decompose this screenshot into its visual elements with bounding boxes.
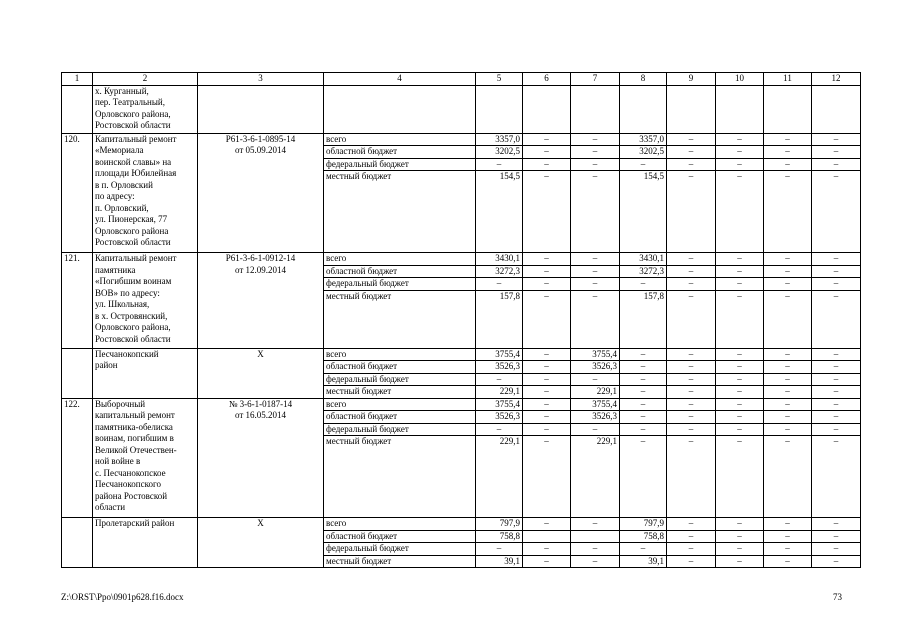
- value-cell: –: [716, 171, 764, 253]
- value-cell: –: [716, 158, 764, 171]
- value-cell: –: [716, 348, 764, 361]
- value-cell: –: [620, 361, 667, 374]
- value-cell: 3526,3: [476, 361, 523, 374]
- value-cell: –: [523, 555, 571, 568]
- value-cell: –: [764, 278, 812, 291]
- value-cell: –: [523, 265, 571, 278]
- budget-label: областной бюджет: [324, 265, 476, 278]
- value-cell: –: [620, 158, 667, 171]
- value-cell: –: [812, 543, 861, 556]
- budget-label: всего: [324, 348, 476, 361]
- value-cell: [764, 85, 812, 133]
- row-number: 121.: [62, 253, 93, 349]
- object-name: Капитальный ремонт памятника «Погибшим воинам ВОВ» по адресу: ул. Школьная, в х. Островянский, Орловского района, Ростовской области: [93, 253, 198, 349]
- value-cell: –: [812, 530, 861, 543]
- value-cell: –: [764, 530, 812, 543]
- value-cell: –: [620, 423, 667, 436]
- value-cell: –: [764, 361, 812, 374]
- value-cell: –: [716, 543, 764, 556]
- value-cell: –: [571, 555, 620, 568]
- value-cell: –: [764, 348, 812, 361]
- value-cell: 758,8: [476, 530, 523, 543]
- district-name: Песчанокопский район: [93, 348, 198, 398]
- value-cell: –: [812, 171, 861, 253]
- value-cell: –: [812, 253, 861, 266]
- object-name: х. Курганный, пер. Театральный, Орловского района, Ростовской области: [93, 85, 198, 133]
- value-cell: –: [476, 423, 523, 436]
- value-cell: –: [812, 265, 861, 278]
- value-cell: 154,5: [620, 171, 667, 253]
- value-cell: –: [571, 373, 620, 386]
- value-cell: –: [620, 373, 667, 386]
- value-cell: 3357,0: [476, 133, 523, 146]
- value-cell: –: [812, 290, 861, 348]
- value-cell: –: [571, 253, 620, 266]
- value-cell: 3272,3: [476, 265, 523, 278]
- value-cell: –: [667, 348, 716, 361]
- value-cell: –: [523, 171, 571, 253]
- value-cell: –: [812, 555, 861, 568]
- budget-label: местный бюджет: [324, 171, 476, 253]
- value-cell: –: [476, 158, 523, 171]
- budget-label: местный бюджет: [324, 555, 476, 568]
- value-cell: 39,1: [620, 555, 667, 568]
- value-cell: –: [812, 133, 861, 146]
- document-cell: Х: [198, 518, 324, 568]
- value-cell: –: [667, 386, 716, 399]
- budget-label: всего: [324, 398, 476, 411]
- value-cell: –: [716, 265, 764, 278]
- budget-label: федеральный бюджет: [324, 543, 476, 556]
- col-header: 3: [198, 73, 324, 86]
- object-name: Выборочный капитальный ремонт памятника-обелиска воинам, погибшим в Великой Отечествен- ной войне в с. Песчанокопское Песчанокопского района Ростовской области: [93, 398, 198, 518]
- value-cell: –: [667, 398, 716, 411]
- budget-label: федеральный бюджет: [324, 373, 476, 386]
- value-cell: –: [716, 518, 764, 531]
- value-cell: –: [523, 348, 571, 361]
- value-cell: –: [667, 133, 716, 146]
- value-cell: –: [764, 543, 812, 556]
- value-cell: –: [667, 518, 716, 531]
- value-cell: –: [523, 543, 571, 556]
- document-cell: Р61-3-6-1-0895-14 от 05.09.2014: [198, 133, 324, 253]
- budget-label: всего: [324, 253, 476, 266]
- value-cell: –: [812, 423, 861, 436]
- value-cell: 3202,5: [620, 146, 667, 159]
- value-cell: –: [716, 436, 764, 518]
- value-cell: –: [620, 348, 667, 361]
- value-cell: –: [764, 398, 812, 411]
- value-cell: [716, 85, 764, 133]
- value-cell: –: [667, 411, 716, 424]
- value-cell: –: [571, 290, 620, 348]
- value-cell: [523, 530, 571, 543]
- page-number: 73: [833, 592, 842, 602]
- value-cell: –: [571, 423, 620, 436]
- budget-label: федеральный бюджет: [324, 158, 476, 171]
- value-cell: –: [571, 518, 620, 531]
- value-cell: 3526,3: [476, 411, 523, 424]
- value-cell: 157,8: [620, 290, 667, 348]
- table-row: [62, 398, 861, 411]
- budget-label: федеральный бюджет: [324, 278, 476, 291]
- value-cell: –: [764, 411, 812, 424]
- value-cell: [667, 85, 716, 133]
- value-cell: –: [812, 158, 861, 171]
- value-cell: –: [667, 278, 716, 291]
- value-cell: –: [523, 411, 571, 424]
- value-cell: –: [764, 133, 812, 146]
- value-cell: 3755,4: [476, 348, 523, 361]
- col-header: 4: [324, 73, 476, 86]
- value-cell: 3430,1: [476, 253, 523, 266]
- value-cell: –: [812, 398, 861, 411]
- value-cell: –: [716, 555, 764, 568]
- value-cell: –: [764, 373, 812, 386]
- value-cell: –: [764, 265, 812, 278]
- value-cell: –: [571, 265, 620, 278]
- document-cell: Р61-3-6-1-0912-14 от 12.09.2014: [198, 253, 324, 349]
- value-cell: 3357,0: [620, 133, 667, 146]
- value-cell: 154,5: [476, 171, 523, 253]
- value-cell: [476, 85, 523, 133]
- col-header: 6: [523, 73, 571, 86]
- value-cell: –: [571, 146, 620, 159]
- value-cell: 229,1: [571, 386, 620, 399]
- column-header-row: [62, 73, 861, 86]
- value-cell: –: [667, 373, 716, 386]
- value-cell: –: [620, 543, 667, 556]
- value-cell: –: [812, 518, 861, 531]
- value-cell: –: [667, 253, 716, 266]
- col-header: 10: [716, 73, 764, 86]
- value-cell: –: [476, 373, 523, 386]
- value-cell: –: [764, 158, 812, 171]
- col-header: 7: [571, 73, 620, 86]
- value-cell: –: [716, 361, 764, 374]
- value-cell: –: [764, 253, 812, 266]
- budget-label: всего: [324, 133, 476, 146]
- col-header: 1: [62, 73, 93, 86]
- value-cell: –: [620, 278, 667, 291]
- value-cell: –: [716, 398, 764, 411]
- value-cell: [523, 85, 571, 133]
- district-name: Пролетарский район: [93, 518, 198, 568]
- budget-label: областной бюджет: [324, 530, 476, 543]
- value-cell: –: [523, 146, 571, 159]
- object-name: Капитальный ремонт «Мемориала воинской славы» на площади Юбилейная в п. Орловский по адресу: п. Орловский, ул. Пионерская, 77 Орловского района Ростовской области: [93, 133, 198, 253]
- col-header: 8: [620, 73, 667, 86]
- col-header: 2: [93, 73, 198, 86]
- value-cell: –: [667, 361, 716, 374]
- value-cell: –: [523, 373, 571, 386]
- row-number: [62, 518, 93, 568]
- value-cell: 3526,3: [571, 361, 620, 374]
- row-number: 122.: [62, 398, 93, 518]
- value-cell: –: [620, 398, 667, 411]
- budget-label: областной бюджет: [324, 146, 476, 159]
- value-cell: 797,9: [620, 518, 667, 531]
- document-cell: № 3-6-1-0187-14 от 16.05.2014: [198, 398, 324, 518]
- value-cell: –: [667, 530, 716, 543]
- value-cell: –: [812, 436, 861, 518]
- value-cell: –: [716, 278, 764, 291]
- budget-table: [61, 72, 861, 568]
- value-cell: –: [523, 290, 571, 348]
- budget-label: федеральный бюджет: [324, 423, 476, 436]
- value-cell: 3272,3: [620, 265, 667, 278]
- value-cell: –: [523, 518, 571, 531]
- budget-label: областной бюджет: [324, 361, 476, 374]
- value-cell: –: [620, 436, 667, 518]
- table-row: [62, 253, 861, 266]
- value-cell: –: [571, 133, 620, 146]
- value-cell: –: [812, 361, 861, 374]
- value-cell: 157,8: [476, 290, 523, 348]
- budget-label: областной бюджет: [324, 411, 476, 424]
- value-cell: –: [571, 171, 620, 253]
- value-cell: –: [571, 158, 620, 171]
- value-cell: –: [523, 278, 571, 291]
- value-cell: –: [812, 348, 861, 361]
- document-cell: [198, 85, 324, 133]
- table-row: [62, 133, 861, 146]
- value-cell: –: [667, 555, 716, 568]
- value-cell: –: [764, 518, 812, 531]
- value-cell: –: [812, 386, 861, 399]
- value-cell: –: [716, 386, 764, 399]
- value-cell: –: [716, 290, 764, 348]
- value-cell: –: [523, 436, 571, 518]
- budget-label: местный бюджет: [324, 290, 476, 348]
- row-number: [62, 85, 93, 133]
- value-cell: –: [716, 423, 764, 436]
- col-header: 5: [476, 73, 523, 86]
- value-cell: 3755,4: [476, 398, 523, 411]
- value-cell: 39,1: [476, 555, 523, 568]
- value-cell: –: [620, 411, 667, 424]
- budget-label: всего: [324, 518, 476, 531]
- value-cell: –: [523, 133, 571, 146]
- value-cell: –: [571, 278, 620, 291]
- value-cell: 3430,1: [620, 253, 667, 266]
- value-cell: –: [764, 423, 812, 436]
- value-cell: –: [523, 386, 571, 399]
- table-row: [62, 85, 861, 133]
- value-cell: [571, 85, 620, 133]
- col-header: 12: [812, 73, 861, 86]
- value-cell: –: [812, 278, 861, 291]
- value-cell: –: [476, 278, 523, 291]
- value-cell: –: [667, 290, 716, 348]
- document-cell: Х: [198, 348, 324, 398]
- table-row: [62, 518, 861, 531]
- value-cell: –: [764, 436, 812, 518]
- value-cell: [620, 85, 667, 133]
- value-cell: –: [667, 543, 716, 556]
- col-header: 9: [667, 73, 716, 86]
- value-cell: –: [812, 373, 861, 386]
- value-cell: –: [667, 146, 716, 159]
- table-row: [62, 348, 861, 361]
- value-cell: –: [716, 373, 764, 386]
- value-cell: –: [667, 158, 716, 171]
- value-cell: –: [476, 543, 523, 556]
- value-cell: –: [523, 398, 571, 411]
- value-cell: –: [523, 423, 571, 436]
- value-cell: –: [764, 386, 812, 399]
- value-cell: –: [764, 555, 812, 568]
- value-cell: 229,1: [476, 436, 523, 518]
- value-cell: 3202,5: [476, 146, 523, 159]
- budget-label: местный бюджет: [324, 386, 476, 399]
- value-cell: –: [716, 530, 764, 543]
- col-header: 11: [764, 73, 812, 86]
- value-cell: 797,9: [476, 518, 523, 531]
- value-cell: 229,1: [476, 386, 523, 399]
- value-cell: 3755,4: [571, 348, 620, 361]
- value-cell: 229,1: [571, 436, 620, 518]
- value-cell: –: [523, 253, 571, 266]
- row-number: [62, 348, 93, 398]
- value-cell: [812, 85, 861, 133]
- value-cell: –: [667, 436, 716, 518]
- value-cell: –: [716, 253, 764, 266]
- value-cell: –: [812, 411, 861, 424]
- value-cell: –: [716, 146, 764, 159]
- value-cell: –: [764, 171, 812, 253]
- value-cell: –: [571, 543, 620, 556]
- value-cell: 3755,4: [571, 398, 620, 411]
- row-number: 120.: [62, 133, 93, 253]
- value-cell: –: [523, 158, 571, 171]
- value-cell: –: [523, 361, 571, 374]
- value-cell: 758,8: [620, 530, 667, 543]
- budget-label: местный бюджет: [324, 436, 476, 518]
- value-cell: –: [716, 411, 764, 424]
- document-path: Z:\ORST\Ppo\0901p628.f16.docx: [61, 592, 184, 602]
- value-cell: –: [667, 423, 716, 436]
- value-cell: –: [667, 171, 716, 253]
- value-cell: –: [620, 386, 667, 399]
- value-cell: –: [716, 133, 764, 146]
- value-cell: –: [764, 290, 812, 348]
- budget-cell: [324, 85, 476, 133]
- value-cell: 3526,3: [571, 411, 620, 424]
- value-cell: [571, 530, 620, 543]
- value-cell: –: [764, 146, 812, 159]
- value-cell: –: [812, 146, 861, 159]
- value-cell: –: [667, 265, 716, 278]
